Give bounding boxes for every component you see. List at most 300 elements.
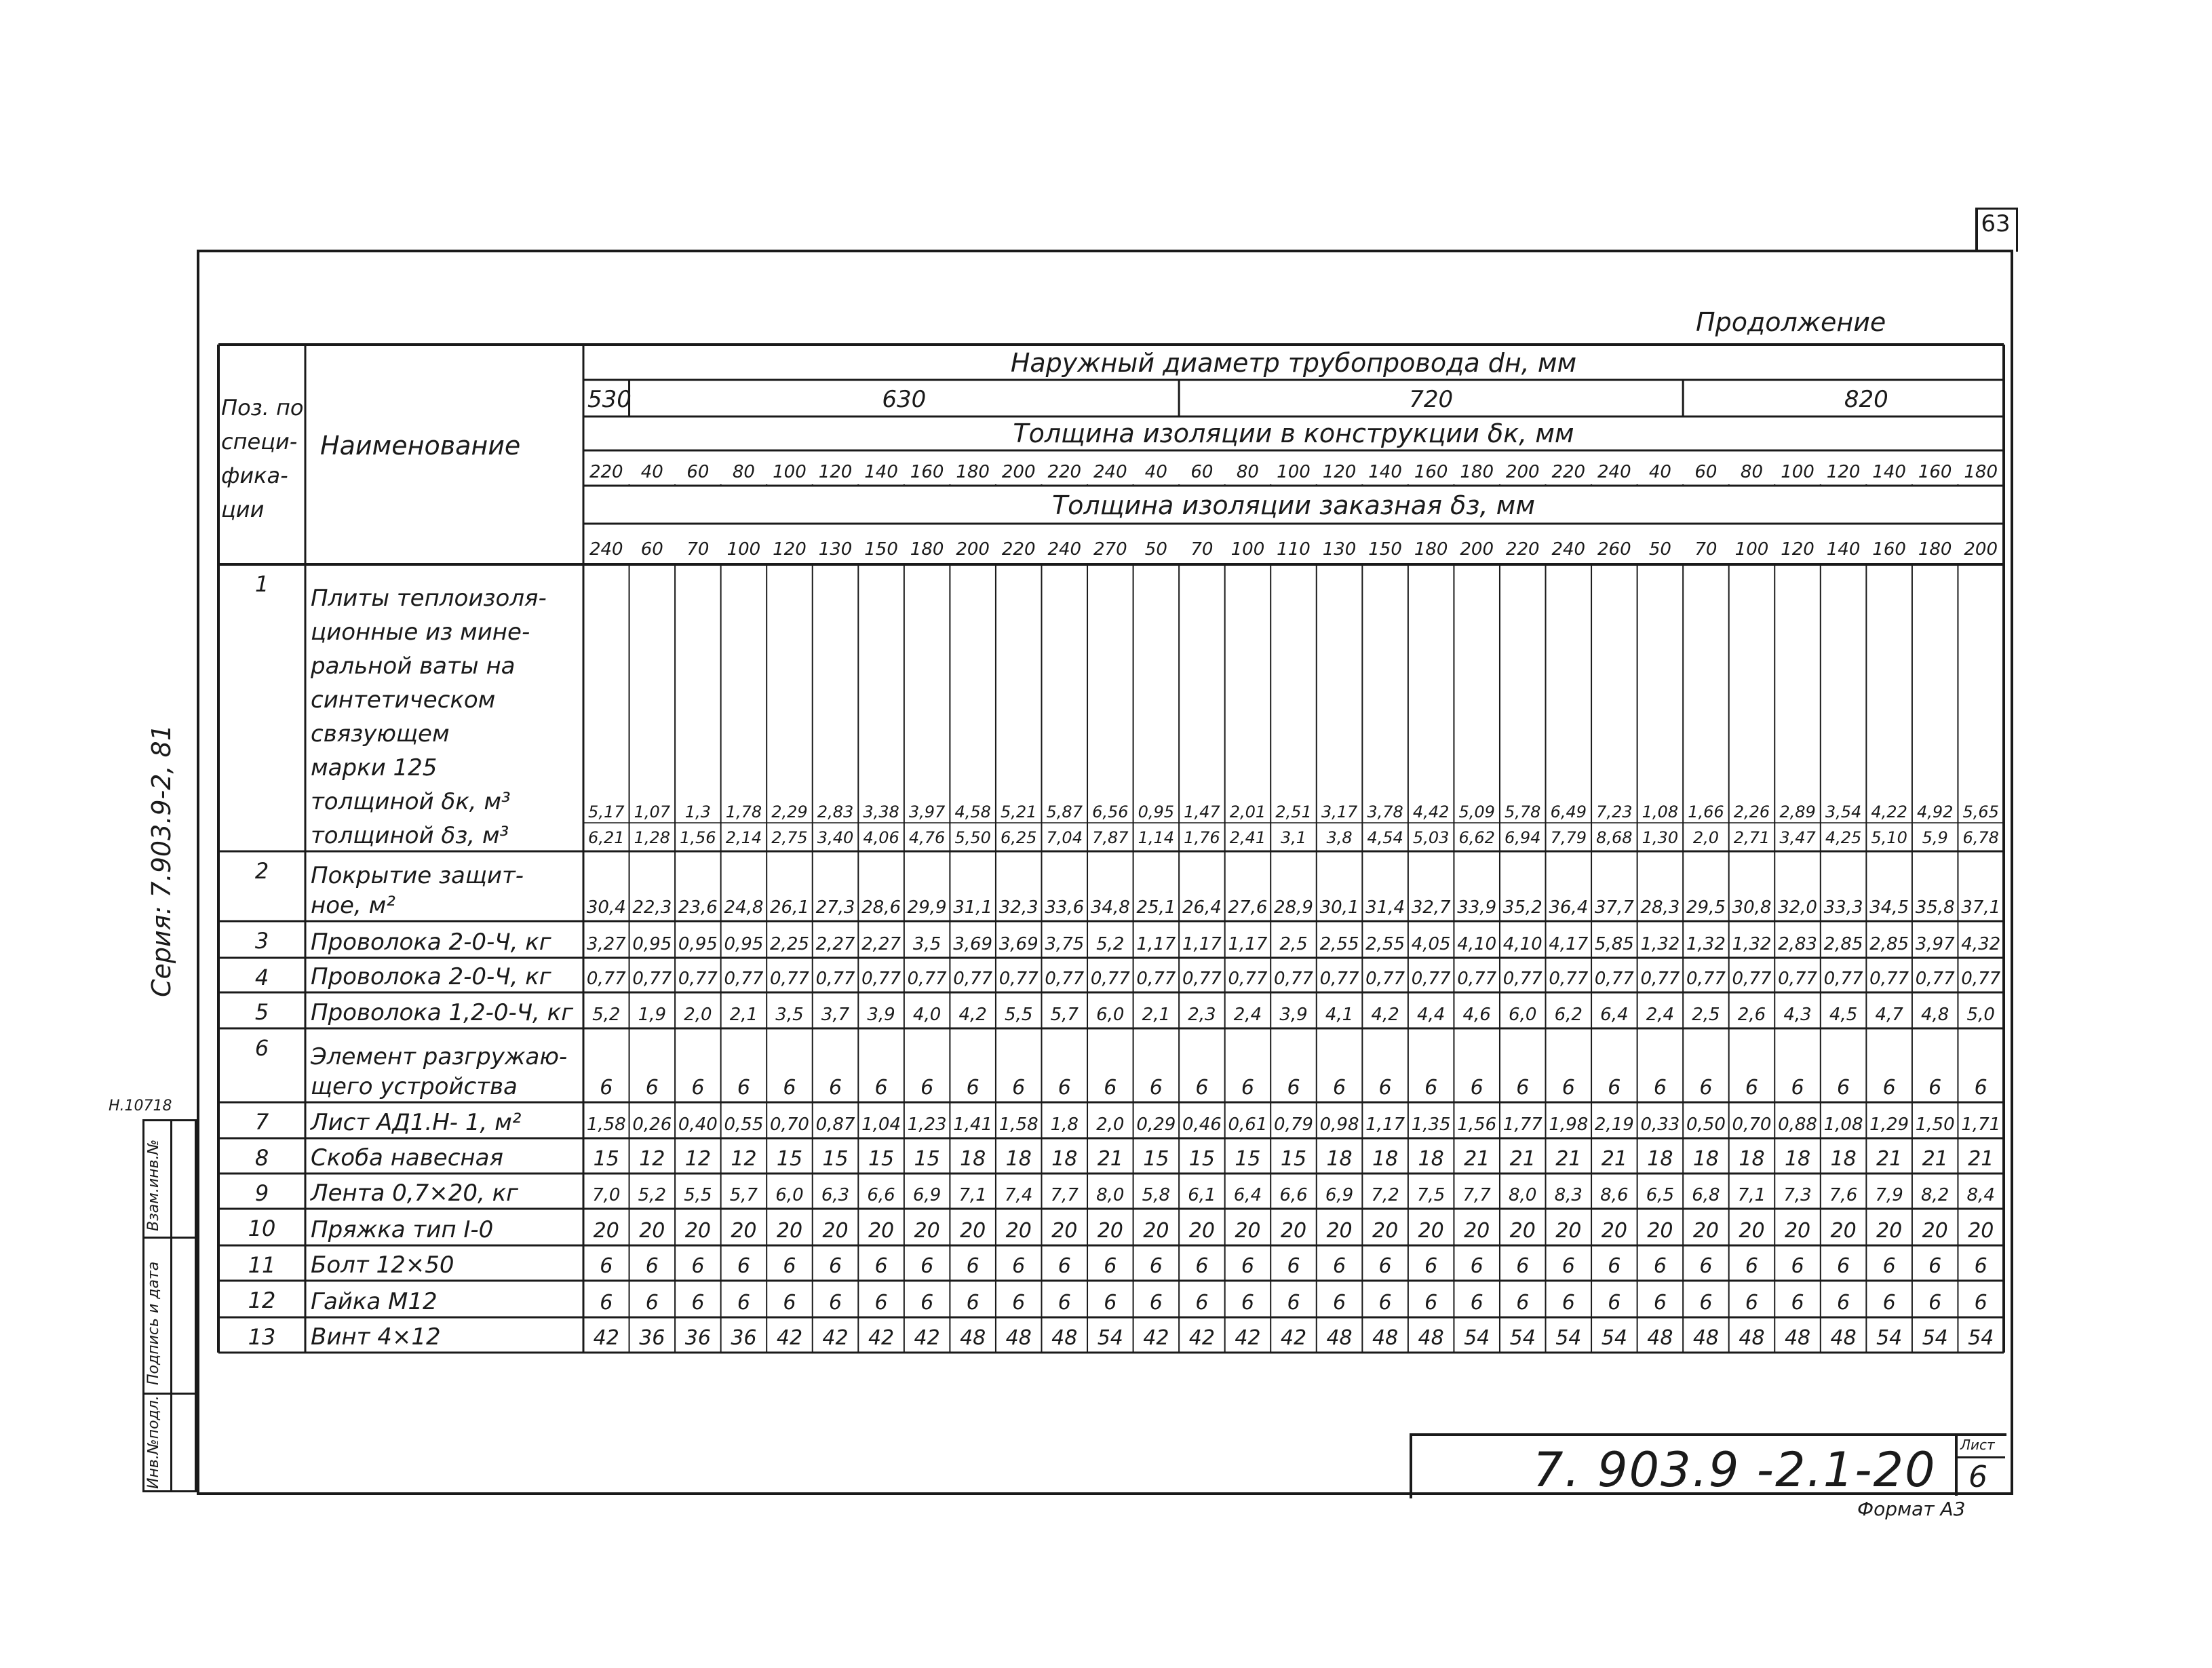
cell-value: 6 (1928, 1076, 1942, 1100)
cell-value: 5,7 (729, 1185, 758, 1205)
cell-value: 2,71 (1733, 828, 1770, 847)
cell-value: 6 (1470, 1291, 1483, 1315)
cell-value: 5,50 (954, 828, 991, 847)
cell-value: 4,10 (1502, 934, 1542, 954)
sheet-label: Лист (1960, 1437, 1995, 1453)
cell-value: 33,9 (1457, 897, 1497, 918)
row-pos: 13 (248, 1324, 276, 1350)
row-name-line: марки 125 (311, 754, 438, 781)
cell-value: 15 (593, 1147, 619, 1171)
row-name-line: Гайка М12 (311, 1288, 438, 1315)
row-name-line: Проволока 2-0-Ч, кг (311, 963, 551, 990)
cell-value: 6 (1837, 1291, 1850, 1315)
cell-value: 7,5 (1416, 1185, 1445, 1205)
cell-value: 1,29 (1869, 1114, 1909, 1135)
page-number: 63 (1981, 210, 2011, 237)
cell-value: 2,89 (1779, 802, 1816, 821)
cell-value: 48 (960, 1326, 986, 1350)
cell-value: 6 (1012, 1076, 1026, 1100)
cell-value: 1,35 (1411, 1114, 1451, 1135)
cell-value: 6 (1012, 1291, 1026, 1315)
cell-value: 2,4 (1646, 1005, 1675, 1025)
cell-value: 0,77 (1915, 969, 1955, 989)
cell-value: 6,0 (1509, 1005, 1537, 1025)
cell-value: 20 (1922, 1219, 1948, 1243)
cell-value: 5,17 (588, 802, 625, 821)
cell-value: 5,5 (1005, 1005, 1033, 1025)
cell-value: 0,77 (1686, 969, 1726, 989)
cell-value: 25,1 (1136, 897, 1176, 918)
cell-value: 1,71 (1961, 1114, 2001, 1135)
cell-value: 0,88 (1778, 1114, 1817, 1135)
stamp-cell-replace-inv: Взам.инв.№ (145, 1139, 162, 1231)
thickness-order-value: 130 (818, 539, 853, 560)
cell-value: 3,69 (953, 934, 993, 954)
cell-value: 2,85 (1823, 934, 1863, 954)
row-name-line: ционные из мине- (311, 619, 530, 646)
row-name-line: толщиной δз, м³ (311, 822, 509, 849)
cell-value: 6,6 (867, 1185, 895, 1205)
cell-value: 6 (691, 1291, 705, 1315)
cell-value: 0,77 (907, 969, 947, 989)
thickness-order-value: 200 (1460, 539, 1494, 560)
cell-value: 5,10 (1871, 828, 1907, 847)
cell-value: 20 (1784, 1219, 1811, 1243)
cell-value: 1,17 (1182, 934, 1222, 954)
cell-value: 0,77 (1182, 969, 1222, 989)
cell-value: 4,76 (908, 828, 946, 847)
cell-value: 20 (1005, 1219, 1032, 1243)
cell-value: 6 (1104, 1076, 1117, 1100)
cell-value: 3,5 (775, 1005, 804, 1025)
cell-value: 6 (874, 1076, 888, 1100)
cell-value: 0,61 (1228, 1114, 1268, 1135)
row-name-line: Элемент разгружаю- (311, 1043, 568, 1070)
cell-value: 1,32 (1640, 934, 1680, 954)
cell-value: 2,85 (1869, 934, 1909, 954)
cell-value: 6,56 (1092, 802, 1129, 821)
cell-value: 1,58 (586, 1114, 626, 1135)
cell-value: 21 (1509, 1147, 1536, 1171)
cell-value: 4,10 (1457, 934, 1497, 954)
cell-value: 0,77 (861, 969, 901, 989)
thickness-order-value: 120 (1781, 539, 1815, 560)
cell-value: 0,77 (1778, 969, 1817, 989)
thickness-order-value: 120 (773, 539, 807, 560)
cell-value: 4,42 (1412, 802, 1450, 821)
cell-value: 6 (874, 1254, 888, 1278)
thickness-construction-value: 80 (1740, 462, 1764, 482)
cell-value: 4,5 (1829, 1005, 1858, 1025)
cell-value: 1,47 (1184, 802, 1220, 821)
thickness-order-value: 220 (1001, 539, 1036, 560)
cell-value: 6 (1974, 1291, 1987, 1315)
row-name-line: Пряжка тип I-0 (311, 1216, 494, 1243)
cell-value: 48 (1005, 1326, 1032, 1350)
thickness-order-value: 200 (956, 539, 990, 560)
cell-value: 6,49 (1550, 802, 1587, 821)
thickness-construction-value: 220 (589, 462, 623, 482)
row-pos: 3 (254, 928, 269, 954)
cell-value: 6 (1561, 1254, 1575, 1278)
cell-value: 7,2 (1371, 1185, 1399, 1205)
cell-value: 6 (1241, 1076, 1254, 1100)
thickness-construction-value: 160 (910, 462, 944, 482)
cell-value: 37,1 (1961, 897, 2001, 918)
thickness-construction-value: 100 (1781, 462, 1815, 482)
cell-value: 48 (1692, 1326, 1720, 1350)
cell-value: 6 (1745, 1291, 1759, 1315)
thickness-construction-value: 140 (1872, 462, 1906, 482)
cell-value: 6 (1516, 1291, 1530, 1315)
row-name-line: ральной ваты на (311, 653, 516, 680)
cell-value: 1,78 (725, 802, 762, 821)
cell-value: 0,77 (1090, 969, 1130, 989)
thickness-construction-value: 100 (773, 462, 807, 482)
thickness-order-value: 200 (1964, 539, 1998, 560)
row-name-line: Проволока 2-0-Ч, кг (311, 929, 551, 956)
cell-value: 6 (1653, 1291, 1667, 1315)
thickness-order-value: 240 (589, 539, 623, 560)
cell-value: 42 (593, 1326, 619, 1350)
cell-value: 33,3 (1823, 897, 1863, 918)
thickness-construction-value: 80 (732, 462, 755, 482)
cell-value: 48 (1784, 1326, 1811, 1350)
cell-value: 6 (920, 1291, 934, 1315)
cell-value: 6 (1837, 1076, 1850, 1100)
cell-value: 12 (731, 1147, 757, 1171)
cell-value: 0,77 (1732, 969, 1772, 989)
row-name-line: Покрытие защит- (311, 862, 524, 889)
cell-value: 1,14 (1138, 828, 1175, 847)
cell-value: 32,3 (998, 897, 1039, 918)
cell-value: 6,62 (1458, 828, 1495, 847)
cell-value: 4,25 (1825, 828, 1862, 847)
cell-value: 6 (1745, 1254, 1759, 1278)
cell-value: 6 (1791, 1254, 1804, 1278)
cell-value: 0,77 (815, 969, 855, 989)
cell-value: 1,66 (1688, 802, 1724, 821)
cell-value: 20 (1418, 1219, 1444, 1243)
cell-value: 6 (1058, 1254, 1071, 1278)
cell-value: 0,77 (1228, 969, 1268, 989)
row-name-line: Лента 0,7×20, кг (311, 1180, 518, 1207)
cell-value: 18 (1739, 1147, 1765, 1171)
thickness-construction-value: 180 (956, 462, 990, 482)
stamp-cell-signature: Подпись и дата (145, 1261, 162, 1385)
cell-value: 6,4 (1600, 1005, 1629, 1025)
cell-value: 6,9 (912, 1185, 942, 1205)
cell-value: 3,17 (1321, 802, 1358, 821)
cell-value: 21 (1922, 1147, 1948, 1171)
cell-value: 6 (966, 1076, 979, 1100)
cell-value: 7,7 (1050, 1185, 1079, 1205)
thickness-construction-value: 200 (1001, 462, 1036, 482)
cell-value: 1,32 (1686, 934, 1726, 954)
thickness-construction-value: 220 (1047, 462, 1082, 482)
cell-value: 6,8 (1692, 1185, 1720, 1205)
cell-value: 6 (1287, 1076, 1300, 1100)
cell-value: 6 (828, 1076, 842, 1100)
cell-value: 29,5 (1686, 897, 1726, 918)
cell-value: 18 (1692, 1147, 1720, 1171)
cell-value: 1,8 (1050, 1114, 1079, 1135)
cell-value: 4,6 (1462, 1005, 1491, 1025)
cell-value: 21 (1968, 1147, 1994, 1171)
cell-value: 18 (1326, 1147, 1353, 1171)
cell-value: 6 (737, 1076, 750, 1100)
cell-value: 6 (1561, 1291, 1575, 1315)
cell-value: 0,77 (586, 969, 626, 989)
cell-value: 5,2 (1096, 934, 1125, 954)
cell-value: 54 (1968, 1326, 1994, 1350)
cell-value: 20 (1097, 1219, 1123, 1243)
cell-value: 20 (1051, 1219, 1078, 1243)
row-pos: 12 (248, 1287, 276, 1313)
row-pos: 4 (254, 965, 269, 990)
thickness-construction-value: 40 (1144, 462, 1167, 482)
cell-value: 20 (776, 1219, 803, 1243)
cell-value: 0,77 (998, 969, 1039, 989)
format-label: Формат А3 (1857, 1498, 1966, 1520)
cell-value: 54 (1097, 1326, 1123, 1350)
cell-value: 6 (1378, 1254, 1392, 1278)
cell-value: 20 (1143, 1219, 1169, 1243)
row-pos: 5 (254, 999, 269, 1025)
cell-value: 6 (828, 1291, 842, 1315)
cell-value: 20 (1647, 1219, 1673, 1243)
cell-value: 5,87 (1046, 802, 1083, 821)
cell-value: 21 (1555, 1147, 1582, 1171)
cell-value: 6 (1699, 1291, 1713, 1315)
cell-value: 6 (783, 1291, 796, 1315)
cell-value: 48 (1326, 1326, 1353, 1350)
cell-value: 7,6 (1829, 1185, 1858, 1205)
thickness-order-value: 50 (1648, 539, 1671, 560)
cell-value: 15 (1235, 1147, 1261, 1171)
thickness-construction-value: 120 (1322, 462, 1357, 482)
cell-value: 6 (783, 1254, 796, 1278)
cell-value: 6 (1928, 1254, 1942, 1278)
stamp-cell-inv-orig: Инв.№подл. (145, 1395, 162, 1489)
cell-value: 5,85 (1594, 934, 1634, 954)
cell-value: 2,01 (1229, 802, 1266, 821)
cell-value: 6 (1470, 1254, 1483, 1278)
cell-value: 3,7 (821, 1005, 850, 1025)
thickness-order-value: 180 (910, 539, 944, 560)
cell-value: 5,7 (1050, 1005, 1079, 1025)
cell-value: 0,77 (724, 969, 764, 989)
cell-value: 1,08 (1823, 1114, 1863, 1135)
cell-value: 0,77 (1549, 969, 1589, 989)
thickness-order-value: 70 (1694, 539, 1718, 560)
cell-value: 2,75 (771, 828, 808, 847)
cell-value: 20 (1188, 1219, 1215, 1243)
cell-value: 0,77 (953, 969, 993, 989)
cell-value: 2,0 (1096, 1114, 1125, 1135)
cell-value: 0,77 (1869, 969, 1909, 989)
cell-value: 6 (1699, 1076, 1713, 1100)
cell-value: 0,50 (1686, 1114, 1726, 1135)
cell-value: 1,17 (1136, 934, 1176, 954)
sheet-number: 6 (1968, 1460, 1987, 1494)
thickness-construction-value: 100 (1277, 462, 1311, 482)
diameter-header: Наружный диаметр трубопровода dн, мм (1010, 348, 1577, 378)
cell-value: 4,05 (1411, 934, 1451, 954)
cell-value: 3,47 (1779, 828, 1816, 847)
cell-value: 4,0 (912, 1005, 942, 1025)
cell-value: 3,27 (586, 934, 626, 954)
cell-value: 1,30 (1642, 828, 1679, 847)
cell-value: 6 (1058, 1076, 1071, 1100)
cell-value: 6 (645, 1291, 659, 1315)
cell-value: 21 (1464, 1147, 1490, 1171)
cell-value: 20 (1692, 1219, 1720, 1243)
cell-value: 3,69 (998, 934, 1039, 954)
cell-value: 3,5 (912, 934, 942, 954)
cell-value: 2,3 (1188, 1005, 1216, 1025)
cell-value: 20 (1235, 1219, 1261, 1243)
cell-value: 1,17 (1365, 1114, 1405, 1135)
cell-value: 6 (874, 1291, 888, 1315)
cell-value: 42 (868, 1326, 895, 1350)
cell-value: 26,4 (1182, 897, 1222, 918)
cell-value: 18 (1005, 1147, 1032, 1171)
cell-value: 0,95 (678, 934, 718, 954)
cell-value: 18 (1051, 1147, 1078, 1171)
cell-value: 5,03 (1412, 828, 1450, 847)
cell-value: 6 (1333, 1076, 1346, 1100)
cell-value: 4,1 (1325, 1005, 1354, 1025)
row-pos: 9 (254, 1180, 269, 1206)
thickness-construction-value: 80 (1236, 462, 1259, 482)
cell-value: 12 (684, 1147, 711, 1171)
thickness-construction-value: 180 (1460, 462, 1494, 482)
cell-value: 6 (1149, 1291, 1163, 1315)
cell-value: 6 (1104, 1254, 1117, 1278)
cell-value: 3,97 (908, 802, 946, 821)
row-name-line: Проволока 1,2-0-Ч, кг (311, 999, 574, 1026)
cell-value: 22,3 (632, 897, 672, 918)
row-name-line: Лист АД1.Н- 1, м² (311, 1109, 522, 1136)
cell-value: 36 (684, 1326, 711, 1350)
thickness-construction-header: Толщина изоляции в конструкции δк, мм (1013, 419, 1574, 448)
cell-value: 2,1 (1142, 1005, 1171, 1025)
cell-value: 48 (1372, 1326, 1399, 1350)
cell-value: 54 (1509, 1326, 1536, 1350)
cell-value: 18 (1372, 1147, 1399, 1171)
cell-value: 0,77 (1319, 969, 1359, 989)
cell-value: 15 (822, 1147, 849, 1171)
diameter-label: 720 (1409, 386, 1454, 413)
row-name-line: синтетическом (311, 686, 496, 714)
cell-value: 6 (1928, 1291, 1942, 1315)
diameter-label: 820 (1844, 386, 1888, 413)
thickness-construction-value: 200 (1505, 462, 1540, 482)
continuation-label: Продолжение (1696, 307, 1886, 337)
cell-value: 6 (691, 1254, 705, 1278)
cell-value: 1,3 (684, 802, 711, 821)
cell-value: 8,0 (1509, 1185, 1537, 1205)
cell-value: 28,3 (1640, 897, 1680, 918)
cell-value: 6,6 (1279, 1185, 1308, 1205)
cell-value: 0,77 (1961, 969, 2001, 989)
cell-value: 4,92 (1916, 802, 1954, 821)
cell-value: 0,55 (724, 1114, 764, 1135)
thickness-construction-value: 180 (1964, 462, 1998, 482)
cell-value: 42 (1235, 1326, 1261, 1350)
cell-value: 2,55 (1319, 934, 1359, 954)
cell-value: 20 (1280, 1219, 1307, 1243)
cell-value: 32,0 (1778, 897, 1817, 918)
cell-value: 6 (737, 1254, 750, 1278)
cell-value: 6 (1653, 1254, 1667, 1278)
cell-value: 6,9 (1325, 1185, 1354, 1205)
cell-value: 6 (1837, 1254, 1850, 1278)
cell-value: 42 (1280, 1326, 1307, 1350)
thickness-construction-value: 220 (1551, 462, 1586, 482)
cell-value: 0,77 (1045, 969, 1085, 989)
cell-value: 15 (914, 1147, 940, 1171)
thickness-construction-value: 240 (1597, 462, 1631, 482)
cell-value: 6 (691, 1076, 705, 1100)
cell-value: 48 (1830, 1326, 1857, 1350)
thickness-order-header: Толщина изоляции заказная δз, мм (1051, 490, 1536, 520)
thickness-order-value: 50 (1144, 539, 1167, 560)
cell-value: 6 (1882, 1291, 1896, 1315)
cell-value: 2,14 (725, 828, 762, 847)
cell-value: 0,77 (1365, 969, 1405, 989)
cell-value: 1,41 (953, 1114, 993, 1135)
cell-value: 0,77 (1823, 969, 1863, 989)
cell-value: 5,2 (592, 1005, 621, 1025)
row-name-line: Скоба навесная (311, 1144, 503, 1171)
cell-value: 3,97 (1915, 934, 1955, 954)
thickness-order-value: 100 (1734, 539, 1769, 560)
cell-value: 6 (1608, 1291, 1621, 1315)
cell-value: 6 (1333, 1254, 1346, 1278)
row-name-line: Винт 4×12 (311, 1323, 441, 1351)
thickness-order-value: 130 (1322, 539, 1357, 560)
thickness-order-value: 220 (1505, 539, 1540, 560)
pos-header-line: ции (221, 497, 265, 522)
cell-value: 6 (600, 1291, 613, 1315)
cell-value: 6 (1791, 1291, 1804, 1315)
cell-value: 7,79 (1550, 828, 1587, 847)
cell-value: 6 (920, 1076, 934, 1100)
cell-value: 36 (639, 1326, 665, 1350)
cell-value: 20 (1739, 1219, 1765, 1243)
cell-value: 1,08 (1642, 802, 1679, 821)
cell-value: 1,32 (1732, 934, 1772, 954)
cell-value: 20 (639, 1219, 665, 1243)
cell-value: 20 (1509, 1219, 1536, 1243)
cell-value: 6 (828, 1254, 842, 1278)
cell-value: 15 (1188, 1147, 1215, 1171)
thickness-construction-value: 60 (1190, 462, 1214, 482)
cell-value: 28,6 (861, 897, 901, 918)
cell-value: 30,1 (1319, 897, 1359, 918)
cell-value: 1,50 (1915, 1114, 1955, 1135)
cell-value: 42 (822, 1326, 849, 1350)
cell-value: 1,58 (998, 1114, 1039, 1135)
cell-value: 30,8 (1732, 897, 1772, 918)
cell-value: 2,0 (1692, 828, 1720, 847)
pos-header-line: фика- (221, 463, 288, 488)
cell-value: 7,3 (1783, 1185, 1812, 1205)
row-name-line: ное, м² (311, 892, 395, 919)
cell-value: 6 (1882, 1254, 1896, 1278)
